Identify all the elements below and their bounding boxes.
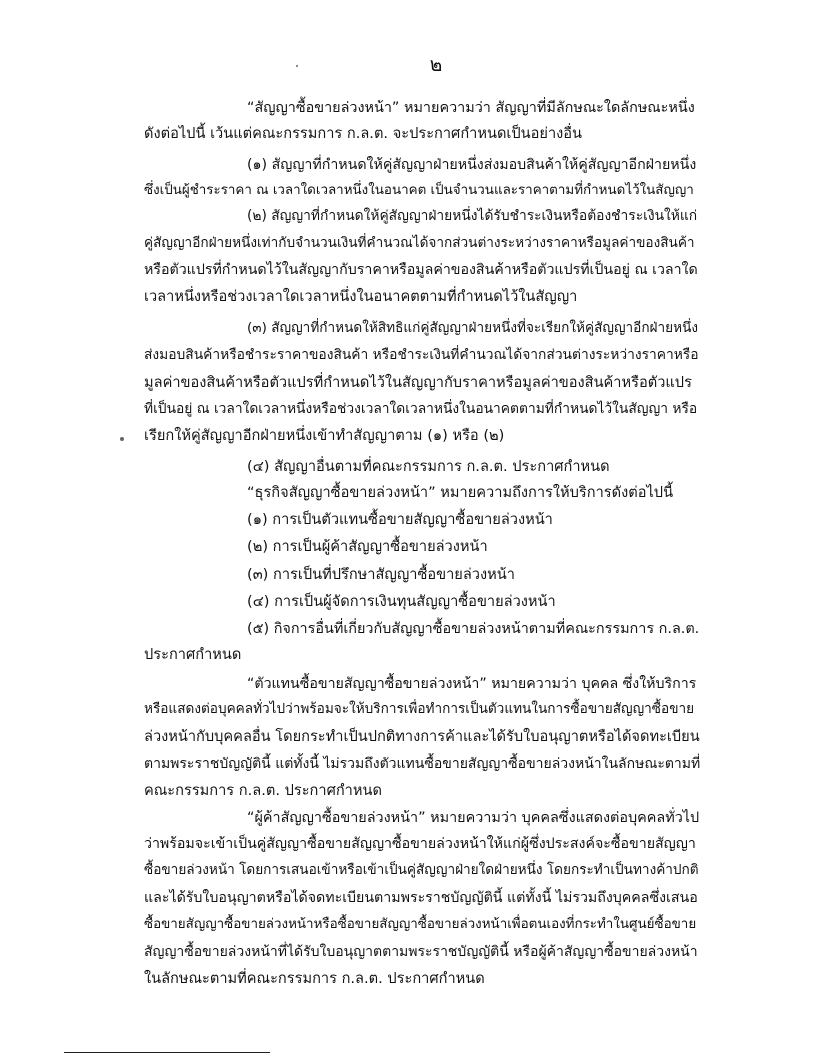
paragraph-line: “สัญญาซื้อขายล่วงหน้า” หมายความว่า สัญญาที่มีลักษณะใดลักษณะหนึ่ง: [247, 100, 695, 116]
paragraph-line: หรือแสดงต่อบุคคลทั่วไปว่าพร้อมจะให้บริการเพื่อทำการเป็นตัวแทนในการซื้อขายสัญญาซื้อขาย: [144, 701, 695, 717]
list-item: (๑) การเป็นตัวแทนซื้อขายสัญญาซื้อขายล่วงหน้า: [247, 511, 553, 528]
paragraph-line: ซื้อขายสัญญาซื้อขายล่วงหน้าหรือซื้อขายสัญญาซื้อขายล่วงหน้าเพื่อตนเองที่กระทำในศูนย์ซื้อขาย: [144, 917, 697, 932]
paragraph-line: “ธุรกิจสัญญาซื้อขายล่วงหน้า” หมายความถึงการให้บริการดังต่อไปนี้: [247, 484, 674, 501]
paragraph-line: มูลค่าของสินค้าหรือตัวแปรที่กำหนดไว้ในสัญญากับราคาหรือมูลค่าของสินค้าหรือตัวแปร: [144, 374, 692, 391]
list-item: (๕) กิจการอื่นที่เกี่ยวกับสัญญาซื้อขายล่วงหน้าตามที่คณะกรรมการ ก.ล.ต.: [247, 621, 700, 637]
paragraph-line: ล่วงหน้ากับบุคคลอื่น โดยกระทำเป็นปกติทางการค้าและได้รับใบอนุญาตหรือได้จดทะเบียน: [144, 728, 700, 745]
paragraph-line: “ตัวแทนซื้อขายสัญญาซื้อขายล่วงหน้า” หมายความว่า บุคคล ซึ่งให้บริการ: [247, 676, 697, 692]
paragraph-line: เรียกให้คู่สัญญาอีกฝ่ายหนึ่งเข้าทำสัญญาตาม (๑) หรือ (๒): [144, 427, 505, 444]
paragraph-line: ดังต่อไปนี้ เว้นแต่คณะกรรมการ ก.ล.ต. จะประกาศกำหนดเป็นอย่างอื่น: [144, 125, 583, 142]
paragraph-line: ซื้อขายล่วงหน้า โดยการเสนอเข้าหรือเข้าเป็นคู่สัญญาฝ่ายใดฝ่ายหนึ่ง โดยกระทำเป็นทางค้าปกติ: [144, 862, 699, 878]
paragraph-line: และได้รับใบอนุญาตหรือได้จดทะเบียนตามพระราชบัญญัตินี้ แต่ทั้งนี้ ไม่รวมถึงบุคคลซึ่งเสนอ: [144, 890, 698, 906]
paragraph-line: สัญญาซื้อขายล่วงหน้าที่ได้รับใบอนุญาตตามพระราชบัญญัตินี้ หรือผู้ค้าสัญญาซื้อขายล่วงหน้า: [144, 944, 698, 960]
list-item: (๔) การเป็นผู้จัดการเงินทุนสัญญาซื้อขายล่วงหน้า: [247, 593, 556, 610]
paragraph-line: (๓) สัญญาที่กำหนดให้สิทธิแก่คู่สัญญาฝ่ายหนึ่งที่จะเรียกให้คู่สัญญาอีกฝ่ายหนึ่ง: [247, 320, 699, 336]
paragraph-line: ที่เป็นอยู่ ณ เวลาใดเวลาหนึ่งหรือช่วงเวลาใดเวลาหนึ่งในอนาคตตามที่กำหนดไว้ในสัญญา หรือ: [144, 401, 698, 417]
list-item: (๓) การเป็นที่ปรึกษาสัญญาซื้อขายล่วงหน้า: [247, 566, 515, 583]
paragraph-line: ตามพระราชบัญญัตินี้ แต่ทั้งนี้ ไม่รวมถึงตัวแทนซื้อขายสัญญาซื้อขายล่วงหน้าในลักษณะตามที่: [144, 756, 701, 772]
paragraph-line: คณะกรรมการ ก.ล.ต. ประกาศกำหนด: [144, 782, 382, 799]
page-number: ๒: [429, 54, 443, 76]
paragraph-line: (๒) สัญญาที่กำหนดให้คู่สัญญาฝ่ายหนึ่งได้รับชำระเงินหรือต้องชำระเงินให้แก่: [247, 208, 698, 224]
paragraph-line: “ผู้ค้าสัญญาซื้อขายล่วงหน้า” หมายความว่า บุคคลซึ่งแสดงต่อบุคคลทั่วไป: [247, 810, 700, 826]
paragraph-line: ว่าพร้อมจะเข้าเป็นคู่สัญญาซื้อขายสัญญาซื้อขายล่วงหน้าให้แก่ผู้ซึ่งประสงค์จะซื้อขายสัญญา: [144, 836, 696, 852]
footnote-rule: [64, 1052, 270, 1053]
paragraph-line: (๑) สัญญาที่กำหนดให้คู่สัญญาฝ่ายหนึ่งส่งมอบสินค้าให้คู่สัญญาอีกฝ่ายหนึ่ง: [247, 157, 697, 173]
paragraph-line: หรือตัวแปรที่กำหนดไว้ในสัญญากับราคาหรือมูลค่าของสินค้าหรือตัวแปรที่เป็นอยู่ ณ เวลาใด: [144, 262, 698, 278]
paragraph-line: ส่งมอบสินค้าหรือชำระราคาของสินค้า หรือชำระเงินที่คำนวณได้จากส่วนต่างระหว่างราคาหรือ: [144, 347, 699, 363]
paragraph-line: คู่สัญญาอีกฝ่ายหนึ่งเท่ากับจำนวนเงินที่คำนวณได้จากส่วนต่างระหว่างราคาหรือมูลค่าของสินค้า: [144, 235, 695, 251]
paragraph-line: ประกาศกำหนด: [144, 646, 242, 663]
paragraph-line: (๔) สัญญาอื่นตามที่คณะกรรมการ ก.ล.ต. ประกาศกำหนด: [247, 458, 610, 475]
scan-speck: [296, 65, 298, 67]
paragraph-line: เวลาหนึ่งหรือช่วงเวลาใดเวลาหนึ่งในอนาคตตามที่กำหนดไว้ในสัญญา: [144, 288, 578, 305]
paragraph-line: ในลักษณะตามที่คณะกรรมการ ก.ล.ต. ประกาศกำหนด: [144, 970, 485, 987]
paragraph-line: ซึ่งเป็นผู้ชำระราคา ณ เวลาใดเวลาหนึ่งในอนาคต เป็นจำนวนและราคาตามที่กำหนดไว้ในสัญญา: [144, 183, 694, 198]
scan-speck: [120, 437, 124, 441]
list-item: (๒) การเป็นผู้ค้าสัญญาซื้อขายล่วงหน้า: [247, 538, 488, 555]
